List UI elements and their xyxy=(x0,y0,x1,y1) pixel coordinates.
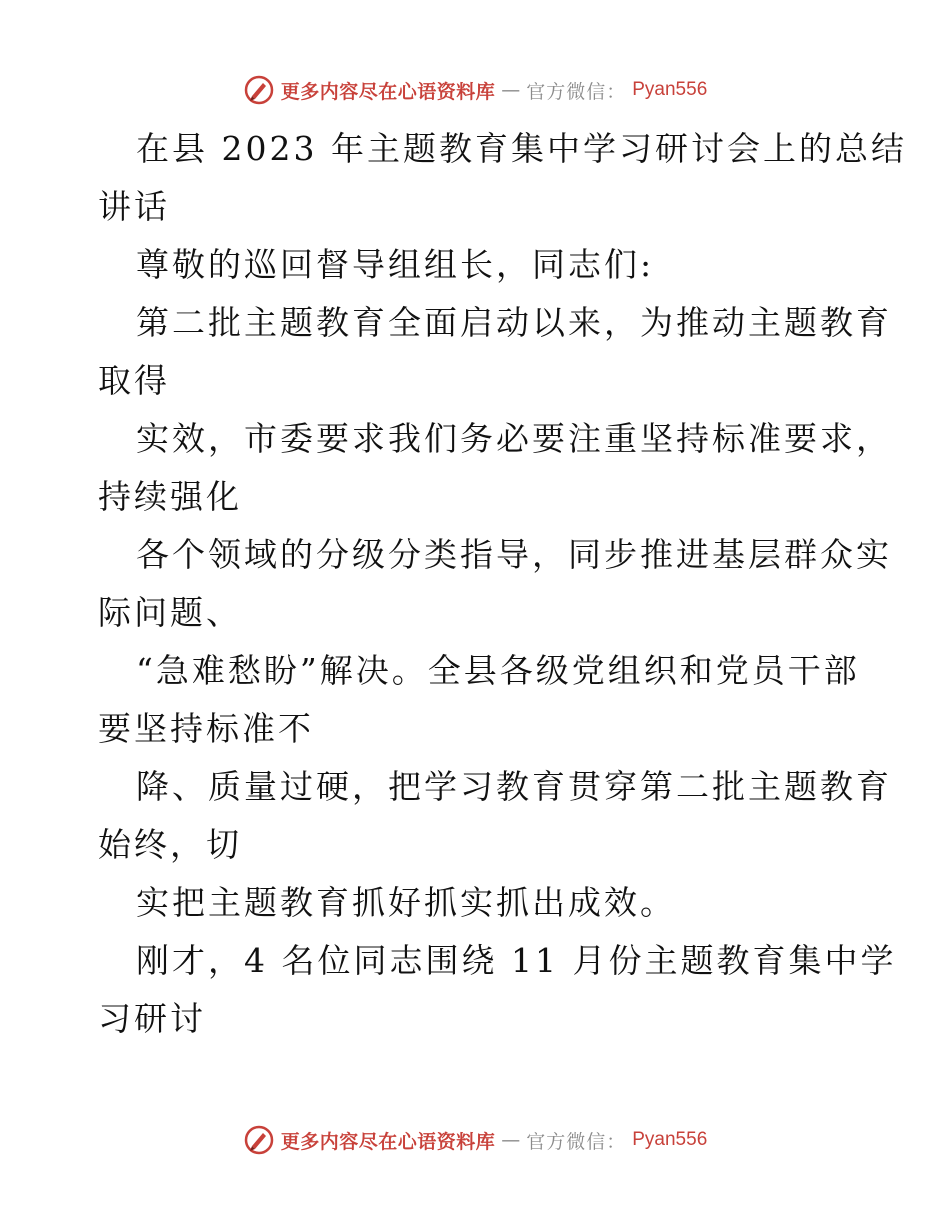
doc-line: 取得 xyxy=(98,361,170,400)
doc-line: 始终，切 xyxy=(98,825,242,864)
doc-line: 习研讨 xyxy=(98,999,206,1038)
doc-line: 实效，市委要求我们务必要注重坚持标准要求， xyxy=(136,419,892,458)
doc-line: 第二批主题教育全面启动以来，为推动主题教育 xyxy=(136,303,892,342)
official-label: 官方微信： xyxy=(526,1130,627,1153)
doc-line: 讲话 xyxy=(98,187,170,226)
site-text: 更多内容尽在心语资料库 xyxy=(280,80,496,103)
official-label: 官方微信： xyxy=(526,80,627,103)
banner-dash: — xyxy=(501,1129,521,1151)
doc-line: 要坚持标准不 xyxy=(98,709,314,748)
doc-line: 持续强化 xyxy=(98,477,242,516)
banner-dash: — xyxy=(501,79,521,101)
wechat-id: Pyan556 xyxy=(632,1129,708,1150)
doc-line: 际问题、 xyxy=(98,593,242,632)
wechat-id: Pyan556 xyxy=(632,79,708,100)
doc-line: 实把主题教育抓好抓实抓出成效。 xyxy=(136,883,676,922)
pen-circle-logo-icon xyxy=(243,74,275,106)
doc-line: 各个领域的分级分类指导，同步推进基层群众实 xyxy=(136,535,892,574)
doc-line: 在县 2023 年主题教育集中学习研讨会上的总结 xyxy=(136,129,907,168)
document-body xyxy=(98,120,907,1048)
doc-line: “急难愁盼”解决。全县各级党组织和党员干部 xyxy=(136,651,860,690)
doc-line: 刚才，4 名位同志围绕 11 月份主题教育集中学 xyxy=(136,941,897,980)
doc-line: 降、质量过硬，把学习教育贯穿第二批主题教育 xyxy=(136,767,892,806)
pen-circle-logo-icon xyxy=(243,1124,275,1156)
site-text: 更多内容尽在心语资料库 xyxy=(280,1130,496,1153)
header-banner xyxy=(0,70,950,110)
doc-line: 尊敬的巡回督导组组长，同志们: xyxy=(136,245,655,284)
footer-banner xyxy=(0,1120,950,1160)
